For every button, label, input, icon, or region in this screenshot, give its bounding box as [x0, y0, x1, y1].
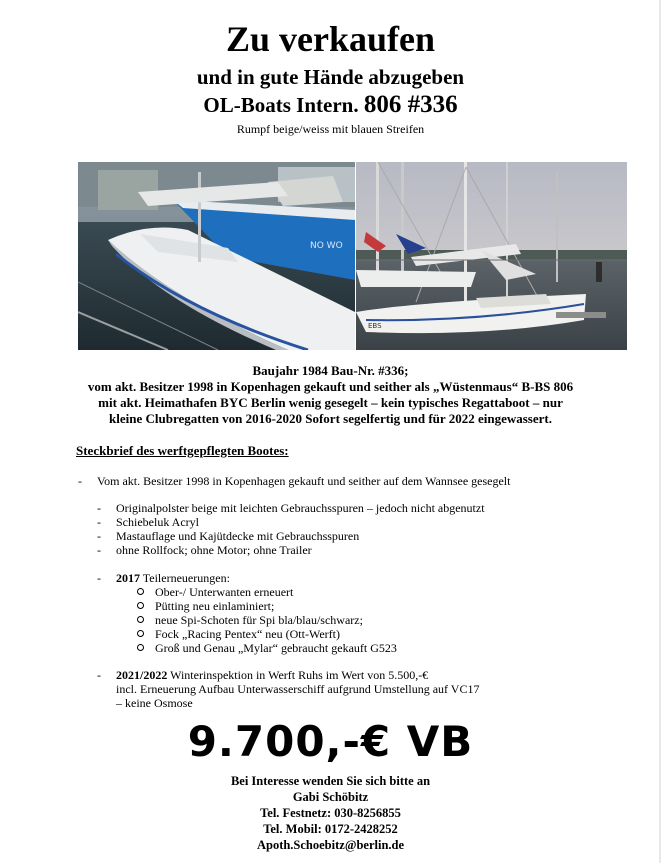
dash-bullet: - — [97, 501, 101, 515]
renewal-item: Fock „Racing Pentex“ neu (Ott-Werft) — [155, 627, 340, 641]
renewal-item: Groß und Genau „Mylar“ gebraucht gekauft G523 — [155, 641, 397, 655]
dash-bullet: - — [97, 668, 101, 682]
list-item: Mastauflage und Kajütdecke mit Gebrauchsspuren — [116, 529, 360, 543]
winter-year: 2021/2022 — [116, 668, 168, 682]
boat-info-line: mit akt. Heimathafen BYC Berlin wenig gesegelt – kein typisches Regattaboot – nur — [98, 395, 563, 410]
renewal-item: Pütting neu einlaminiert; — [155, 599, 275, 613]
renewal-label: Teilerneuerungen: — [140, 571, 230, 585]
hull-note: Rumpf beige/weiss mit blauen Streifen — [236, 122, 425, 136]
price: 9.700,-€ VB — [187, 717, 474, 766]
circle-bullet-icon — [137, 644, 144, 651]
contact-intro: Bei Interesse wenden Sie sich bitte an — [230, 774, 431, 788]
renewal-item: Ober-/ Unterwanten erneuert — [155, 585, 294, 599]
circle-bullet-icon — [137, 588, 144, 595]
list-item: Originalpolster beige mit leichten Gebrauchsspuren – jedoch nicht abgenutzt — [116, 501, 485, 515]
boat-info-line: vom akt. Besitzer 1998 in Kopenhagen gekauft und seither als „Wüstenmaus“ B-BS 806 — [87, 379, 574, 394]
boat-info-line: Baujahr 1984 Bau-Nr. #336; — [252, 363, 409, 378]
boat-model — [0, 92, 661, 118]
contact-email: Apoth.Schoebitz@berlin.de — [256, 838, 405, 852]
boat-sail-number: EBS — [368, 322, 382, 330]
winter-text: Winterinspektion in Werft Ruhs im Wert von 5.500,-€ — [167, 668, 429, 682]
boat-lettering: NO WO — [310, 241, 343, 251]
renewal-item: neue Spi-Schoten für Spi bla/blau/schwarz; — [155, 613, 363, 627]
list-item: Vom akt. Besitzer 1998 in Kopenhagen gekauft und seither auf dem Wannsee gesegelt — [97, 474, 511, 488]
winter-line-3: – keine Osmose — [116, 696, 193, 710]
list-item: ohne Rollfock; ohne Motor; ohne Trailer — [116, 543, 312, 557]
section-heading: Steckbrief des werftgepflegten Bootes: — [76, 443, 289, 458]
renewal-heading — [116, 571, 230, 585]
boat-info — [0, 363, 661, 427]
renewal-year: 2017 — [116, 571, 140, 585]
winter-line-2: incl. Erneuerung Aufbau Unterwasserschiff aufgrund Umstellung auf VC17 — [116, 682, 480, 696]
circle-bullet-icon — [137, 630, 144, 637]
photo-harbour — [78, 162, 355, 350]
dash-bullet: - — [97, 543, 101, 557]
circle-bullet-icon — [137, 616, 144, 623]
boat-model-number: 806 #336 — [363, 91, 458, 118]
photo-mooring — [356, 162, 627, 350]
dash-bullet: - — [97, 571, 101, 585]
contact-name: Gabi Schöbitz — [292, 790, 369, 804]
winter-inspection — [116, 668, 428, 682]
boat-model-prefix: OL-Boats Intern. — [203, 93, 364, 117]
contact-phone: Tel. Festnetz: 030-8256855 — [260, 806, 401, 820]
contact-mobile: Tel. Mobil: 0172-2428252 — [263, 822, 398, 836]
subtitle: und in gute Hände abzugeben — [196, 65, 465, 89]
dash-bullet: - — [97, 529, 101, 543]
list-item: Schiebeluk Acryl — [116, 515, 199, 529]
boat-info-line: kleine Clubregatten von 2016-2020 Sofort segelfertig und für 2022 eingewassert. — [109, 411, 552, 426]
dash-bullet: - — [97, 515, 101, 529]
dash-bullet: - — [78, 474, 82, 488]
page-title: Zu verkaufen — [225, 19, 436, 59]
circle-bullet-icon — [137, 602, 144, 609]
